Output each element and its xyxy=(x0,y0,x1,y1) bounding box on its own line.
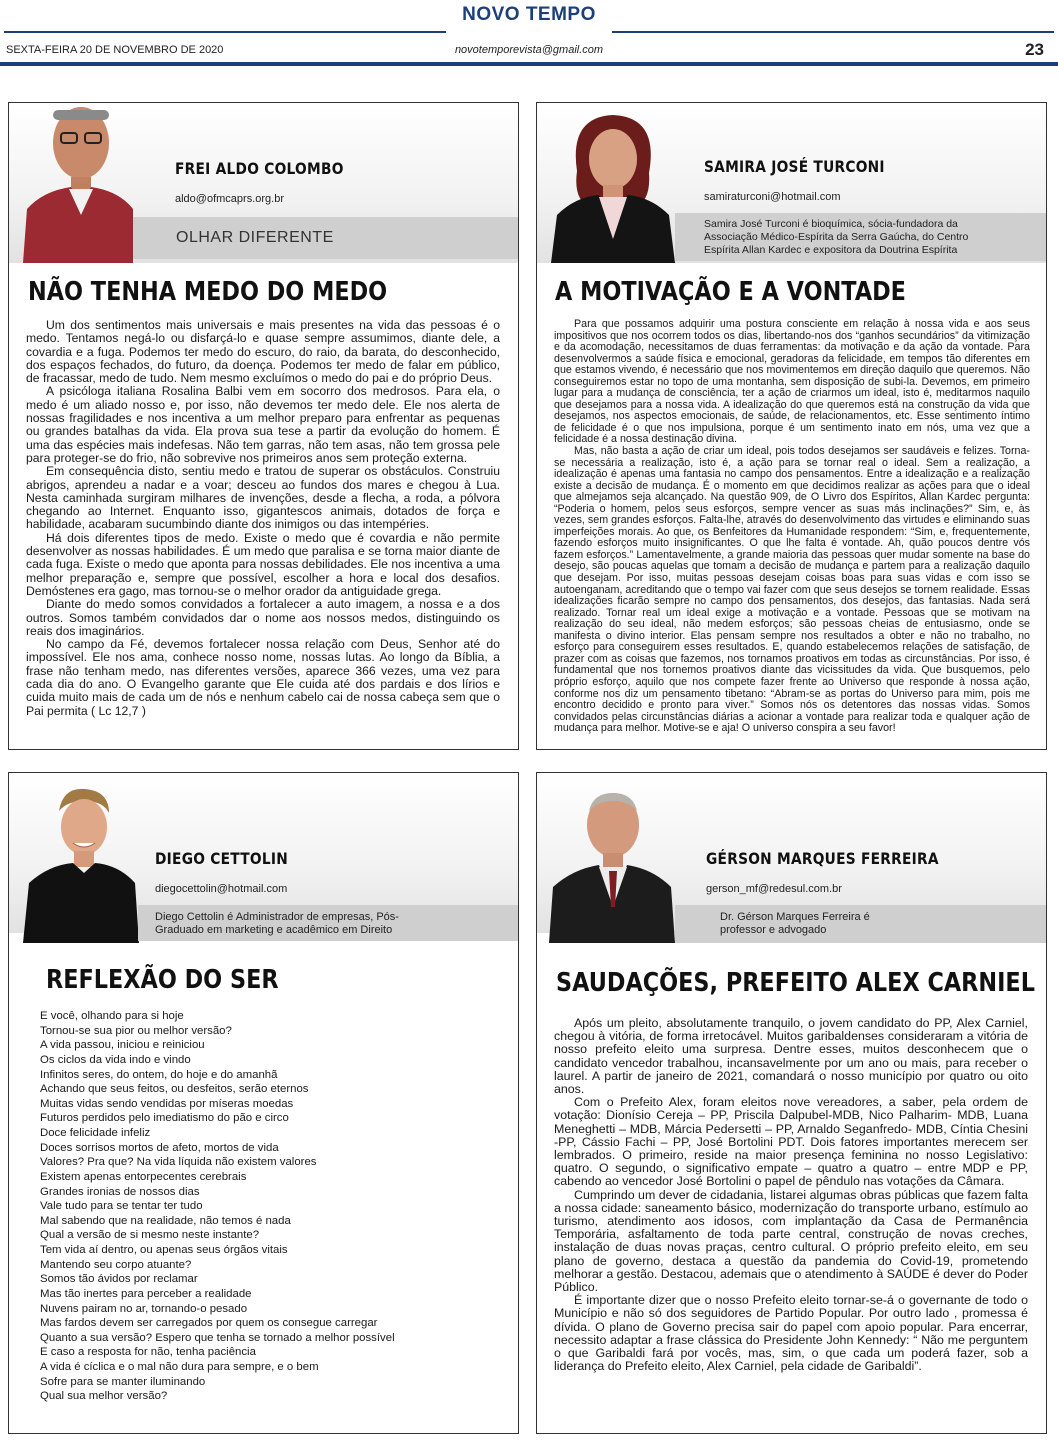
poem-line: A vida é cíclica e o mal não dura para sempre, e o bem xyxy=(40,1361,319,1373)
poem-line: Futuros perdidos pelo imediatismo do pão e circo xyxy=(40,1112,289,1125)
article-body xyxy=(554,1017,1028,1373)
poem-line: Somos tão ávidos por reclamar xyxy=(40,1273,198,1286)
article-body xyxy=(554,319,1030,735)
column-olhar-diferente xyxy=(8,102,519,750)
poem-line: Achando que seus feitos, ou desfeitos, serão eternos xyxy=(40,1083,309,1096)
paragraph: Para que possamos adquirir uma postura consciente em relação à nossa vida e aos seus impositivos que nos ocorrem todos os dias, libertando-nos dos “ganhos secundários” da vitimização e da acomodação, necessitamos de duas ferramentas: da motivação e da ação da vontade. Para desenvolvermos a saúde física e emocional, geradoras da felicidade, em tempos tão diferentes em que estamos vivendo, é necessário que nos movimentemos em direção daquilo que queremos. Não conseguiremos estar no topo de uma montanha, sem disposição de subi-la. Devemos, em primeiro lugar para a mudança de consciência, ter a ação de criarmos um ideal, isto é, meditarmos naquilo que desejamos para a nossa vida. A idealização do que queremos está na construção da vida que desejamos, nos aspectos emocionais, de saúde, de relacionamentos, etc. Esse sentimento íntimo de felicidade é o que nos impulsiona, porque é um sentimento inato em nós, uma vez que a felicidade é a nossa destinação divina. xyxy=(554,318,1030,446)
masthead-rule-right xyxy=(612,31,1054,33)
author-bio-line: professor e advogado xyxy=(720,924,827,936)
headline: SAUDAÇÕES, PREFEITO ALEX CARNIEL xyxy=(556,968,1035,998)
author-name: FREI ALDO COLOMBO xyxy=(175,159,344,178)
poem xyxy=(40,1009,510,1404)
poem-line: Doces sorrisos mortos de afeto, mortos de vida xyxy=(40,1141,279,1154)
poem-line: Existem apenas entorpecentes cerebrais xyxy=(40,1170,247,1183)
author-name: DIEGO CETTOLIN xyxy=(155,849,289,868)
author-name: GÉRSON MARQUES FERREIRA xyxy=(706,849,939,868)
author-photo xyxy=(23,783,139,943)
masthead-rule-left xyxy=(4,31,446,33)
poem-line: Qual a versão de si mesmo neste instante? xyxy=(40,1229,260,1242)
paragraph: Um dos sentimentos mais universais e mais presentes na vida das pessoas é o medo. Tentamos negá-lo ou disfarçá-lo e quase sempre assumimos, diante dele, a covardia e a fuga. Podemos ter medo do escuro, do raio, da barata, do desconhecido, dos espaços fechados, do futuro, da doença. Podemos ter medo de falar em público, de fracassar, medo de tudo. Nem mesmo excluímos o medo do pai e do próprio Deus. xyxy=(26,318,500,386)
author-photo xyxy=(23,103,133,263)
paragraph: Em consequência disto, sentiu medo e tratou de superar os obstáculos. Construiu abrigos, aprendeu a nadar e a voar; desceu ao fundos dos mares e chegou à Lua. Nesta caminhada surgiram milhares de invenções, desde a flecha, a roda, a pólvora chegando ao Internet. Enquanto isso, gigantescos animais, dotados de força e habilidade, acabaram sucumbindo diante dos inimigos ou das intempéries. xyxy=(26,464,500,532)
author-bio: Samira José Turconi é bioquímica, sócia-fundadora da Associação Médico-Espírita da Serra Gaúcha, do Centro Espírita Allan Kardec e expositora da Doutrina Espírita xyxy=(704,218,969,256)
author-bio: Diego Cettolin é Administrador de empresas, Pós-Graduado em marketing e acadêmico em Direito xyxy=(155,911,399,936)
paragraph: Cumprindo um dever de cidadania, listarei algumas obras públicas que fazem falta a nossa cidade: saneamento básico, modernização do transporte urbano, estímulo ao turismo, atendimento aos idosos, com implantação da Casa de Permanência Temporária, asfaltamento de toda parte central, construção de novas creches, instalação de duas novas praças, centro cultural. O próprio prefeito eleito, em seu plano de governo, destaca a questão da pandemia do Covid-19, prometendo melhorar a gestão. Destacou, ademais que o atendimento à SAÚDE é dever do Poder Público. xyxy=(554,1187,1028,1295)
author-email: aldo@ofmcaprs.org.br xyxy=(175,193,284,205)
poem-line: Sofre para se manter iluminando xyxy=(40,1375,206,1388)
headline: A MOTIVAÇÃO E A VONTADE xyxy=(555,277,906,307)
poem-line: Mas fardos devem ser carregados por quem os consegue carregar xyxy=(40,1317,378,1330)
paragraph: Mas, não basta a ação de criar um ideal, pois todos desejamos ser saudáveis e felizes. Torna-se necessária a realização, isto é, a ação para se tornar real o ideal. Sem a realização, a idealização é apenas uma fantasia no campo dos pensamentos. Entre a idealização e a realização existe a decisão de mudança. É o momento em que decidimos realizar as ações para que o ideal que almejamos seja alcançado. Na questão 909, de O Livro dos Espíritos, Allan Kardec pergunta: “Poderia o homem, pelos seus esforços, sempre vencer as suas más inclinações?” Sim, e, às vezes, sem grandes esforços. Falta-lhe, através do desenvolvimento das virtudes e eliminando suas imperfeições morais. Ao que, os Benfeitores da Humanidade respondem: “Sim, e, frequentemente, fazendo esforços muito insignificantes. O que lhe falta é vontade. Ah, quão poucos dentre vós fazem esforços.” Lamentavelmente, a grande maioria das pessoas quer mudar somente na base do desejo, são poucas aquelas que tomam a decisão de mudança e partem para a realização daquilo que desejam. Por isso, muitas pessoas desejam coisas boas para suas vidas e com isso se autoenganam, acreditando que o tempo vai fazer com que seus desejos se tornem realidade. Essas idealizações ficarão sempre no campo dos pensamentos, dos desejos, das fantasias. Nada será realizado. Tornar real um ideal exige a motivação e a vontade. Pessoas que se motivam na realização do seu ideal, não medem esforços; são pessoas cheias de entusiasmo, onde se manifesta o divino interior. Elas pensam sempre nos resultados a obter e não no trabalho, no esforço para conseguirem esses resultados. E, quando estabelecemos relações de satisfação, de prazer com as coisas que fazemos, nos tornamos proativos em todas as circunstâncias. Por isso, é fundamental que nos tornemos proativos diante das vicissitudes da vida. Que busquemos, pelo próprio esforço, aquilo que nos compete fazer frente ao Universo que responde à nossa ação, conforme nos diz um pensamento tibetano: “Abram-se as portas do Universo para mim, pois me encontro decidido e pronto para viver.” Somos nós os detentores das nossas vidas. Somos convidados pelas circunstâncias diárias a acionar a vontade para realizar toda e qualquer ação de mudança para melhor. Motive-se e aja! O universo conspira a seu favor! xyxy=(554,445,1030,735)
poem-line: Grandes ironias de nossos dias xyxy=(40,1185,200,1198)
paragraph: Há dois diferentes tipos de medo. Existe o medo que é covardia e não permite desenvolver as nossas habilidades. É um medo que paralisa e se torna maior diante de cada fuga. Existe o medo que aponta para nossas debilidades. Ele nos incentiva a uma melhor preparação e, sempre que possível, escolher a hora e local dos desafios. Demóstenes era gago, mas tornou-se o melhor orador da antiguidade grega. xyxy=(26,530,500,598)
page-number: 23 xyxy=(1025,40,1044,59)
author-photo xyxy=(551,111,675,263)
poem-line: Doce felicidade infeliz xyxy=(40,1127,151,1139)
author-photo xyxy=(549,783,675,943)
author-bio xyxy=(720,911,870,937)
paragraph: É importante dizer que o nosso Prefeito eleito tornar-se-á o governante de todo o Município e não só dos seguidores de Partido Popular. Por outro lado , promessa é dívida. O plano de Governo precisa sair do papel com apoio popular. Para encerrar, necessito adaptar a frase clássica do Presidente John Kennedy: “ Não me perguntem o que Garibaldi fará por vocês, mas, sim, o que cada um poderá fazer, sob a liderança do Prefeito eleito, Alex Carniel, pela cidade de Garibaldi”. xyxy=(554,1293,1028,1374)
header-rule xyxy=(0,62,1058,66)
issue-date: SEXTA-FEIRA 20 DE NOVEMBRO DE 2020 xyxy=(6,44,224,56)
poem-line: Mas tão inertes para perceber a realidade xyxy=(40,1287,252,1300)
poem-line: Os ciclos da vida indo e vindo xyxy=(40,1053,191,1066)
paragraph: No campo da Fé, devemos fortalecer nossa relação com Deus, Senhor até do impossível. Ele nos ama, conhece nosso nome, nossas lutas. Ao longo da Bíblia, a frase não tenham medo, nas diferentes versões, aparece 366 vezes, uma vez para cada dia do ano. O Evangelho garante que Ele cuida até dos pardais e dos lírios e cuida muito mais de cada um de nós e nenhum cabelo cai de nossa cabeça sem que o Pai permita ( Lc 12,7 ) xyxy=(26,637,500,718)
poem-line: Mantendo seu corpo atuante? xyxy=(40,1258,192,1271)
paragraph: Após um pleito, absolutamente tranquilo, o jovem candidato do PP, Alex Carniel, chegou à vitória, de forma irretocável. Muitos garibaldenses consideraram a vitória de nosso prefeito eleito uma surpresa. Dentre esses, muitos desconhecem que o candidato vencedor trabalhou, incansavelmente por um ano ou mais, para receber o laurel. A partir de janeiro de 2021, comandará o nosso município por quatro ou oito anos. xyxy=(554,1016,1028,1097)
column-gerson-ferreira xyxy=(536,772,1047,1434)
poem-line: E caso a resposta for não, tenha paciência xyxy=(40,1346,256,1359)
poem-line: Muitas vidas sendo vendidas por míseras moedas xyxy=(40,1097,294,1110)
headline: REFLEXÃO DO SER xyxy=(46,965,279,995)
author-bio-line: Dr. Gérson Marques Ferreira é xyxy=(720,911,870,923)
poem-line: Quanto a sua versão? Espero que tenha se tornado a melhor possível xyxy=(40,1331,395,1344)
column-samira-turconi xyxy=(536,102,1047,750)
author-name: SAMIRA JOSÉ TURCONI xyxy=(704,157,885,176)
paragraph: Com o Prefeito Alex, foram eleitos nove vereadores, a saber, pela ordem de votação: Dionísio Cereja – PP, Priscila Dalpubel-MDB, Nico Palharim- MDB, Luana Meneghetti – MDB, Márcia Pedersetti – PP, Arnaldo Seganfredo- MDB, Cíntia Chesini -PP, Cássio Fachi – PP, José Bortolini PDT. Dois fatores importantes merecem ser lembrados. O primeiro, reside na maior presença feminina no nosso Legislativo: quatro. O segundo, o significativo empate – quatro a quatro – entre MDP e PP, cabendo ao vencedor José Bortolini o papel de pêndulo nas votações da Câmara. xyxy=(554,1095,1028,1189)
poem-line: Tornou-se sua pior ou melhor versão? xyxy=(40,1024,232,1037)
column-diego-cettolin xyxy=(8,772,519,1434)
poem-line: Tem vida aí dentro, ou apenas seus órgãos vitais xyxy=(40,1244,288,1256)
poem-line: Mal sabendo que na realidade, não temos é nada xyxy=(40,1214,291,1227)
poem-line: Infinitos seres, do ontem, do hoje e do amanhã xyxy=(40,1068,278,1081)
poem-line: Valores? Pra que? Na vida líquida não existem valores xyxy=(40,1156,317,1169)
publication-email: novotemporevista@gmail.com xyxy=(454,44,604,56)
author-email: samiraturconi@hotmail.com xyxy=(704,191,841,203)
author-email: diegocettolin@hotmail.com xyxy=(155,883,288,895)
article-body xyxy=(26,319,500,718)
paragraph: Diante do medo somos convidados a fortalecer a auto imagem, a nossa e a dos outros. Somos também convidados dar o nome aos nossos medos, distinguindo os reais dos imaginários. xyxy=(26,597,500,638)
poem-line: Qual sua melhor versão? xyxy=(40,1390,168,1403)
paragraph: A psicóloga italiana Rosalina Balbi vem em socorro dos medrosos. Para ela, o medo é um aliado nosso e, por isso, não devemos ter medo dele. Ele nos alerta de nossas fragilidades e nos incentiva a um melhor preparo para enfrentar as pequenas ou grandes batalhas da vida. Ela prova sua tese a partir da evolução do homem. É uma das espécies mais indefesas. Não tem garras, não tem asas, não tem grossa pele para proteger-se do frio, não sobrevive nos primeiros anos sem proteção externa. xyxy=(26,384,500,465)
poem-line: Nuvens pairam no ar, tornando-o pesado xyxy=(40,1302,248,1315)
poem-line: E você, olhando para si hoje xyxy=(40,1010,184,1022)
poem-line: A vida passou, iniciou e reiniciou xyxy=(40,1039,205,1052)
column-name: OLHAR DIFERENTE xyxy=(176,229,334,246)
author-email: gerson_mf@redesul.com.br xyxy=(706,883,842,895)
poem-line: Vale tudo para se tentar ter tudo xyxy=(40,1200,203,1213)
headline: NÃO TENHA MEDO DO MEDO xyxy=(28,277,388,307)
masthead: NOVO TEMPO xyxy=(462,4,596,25)
